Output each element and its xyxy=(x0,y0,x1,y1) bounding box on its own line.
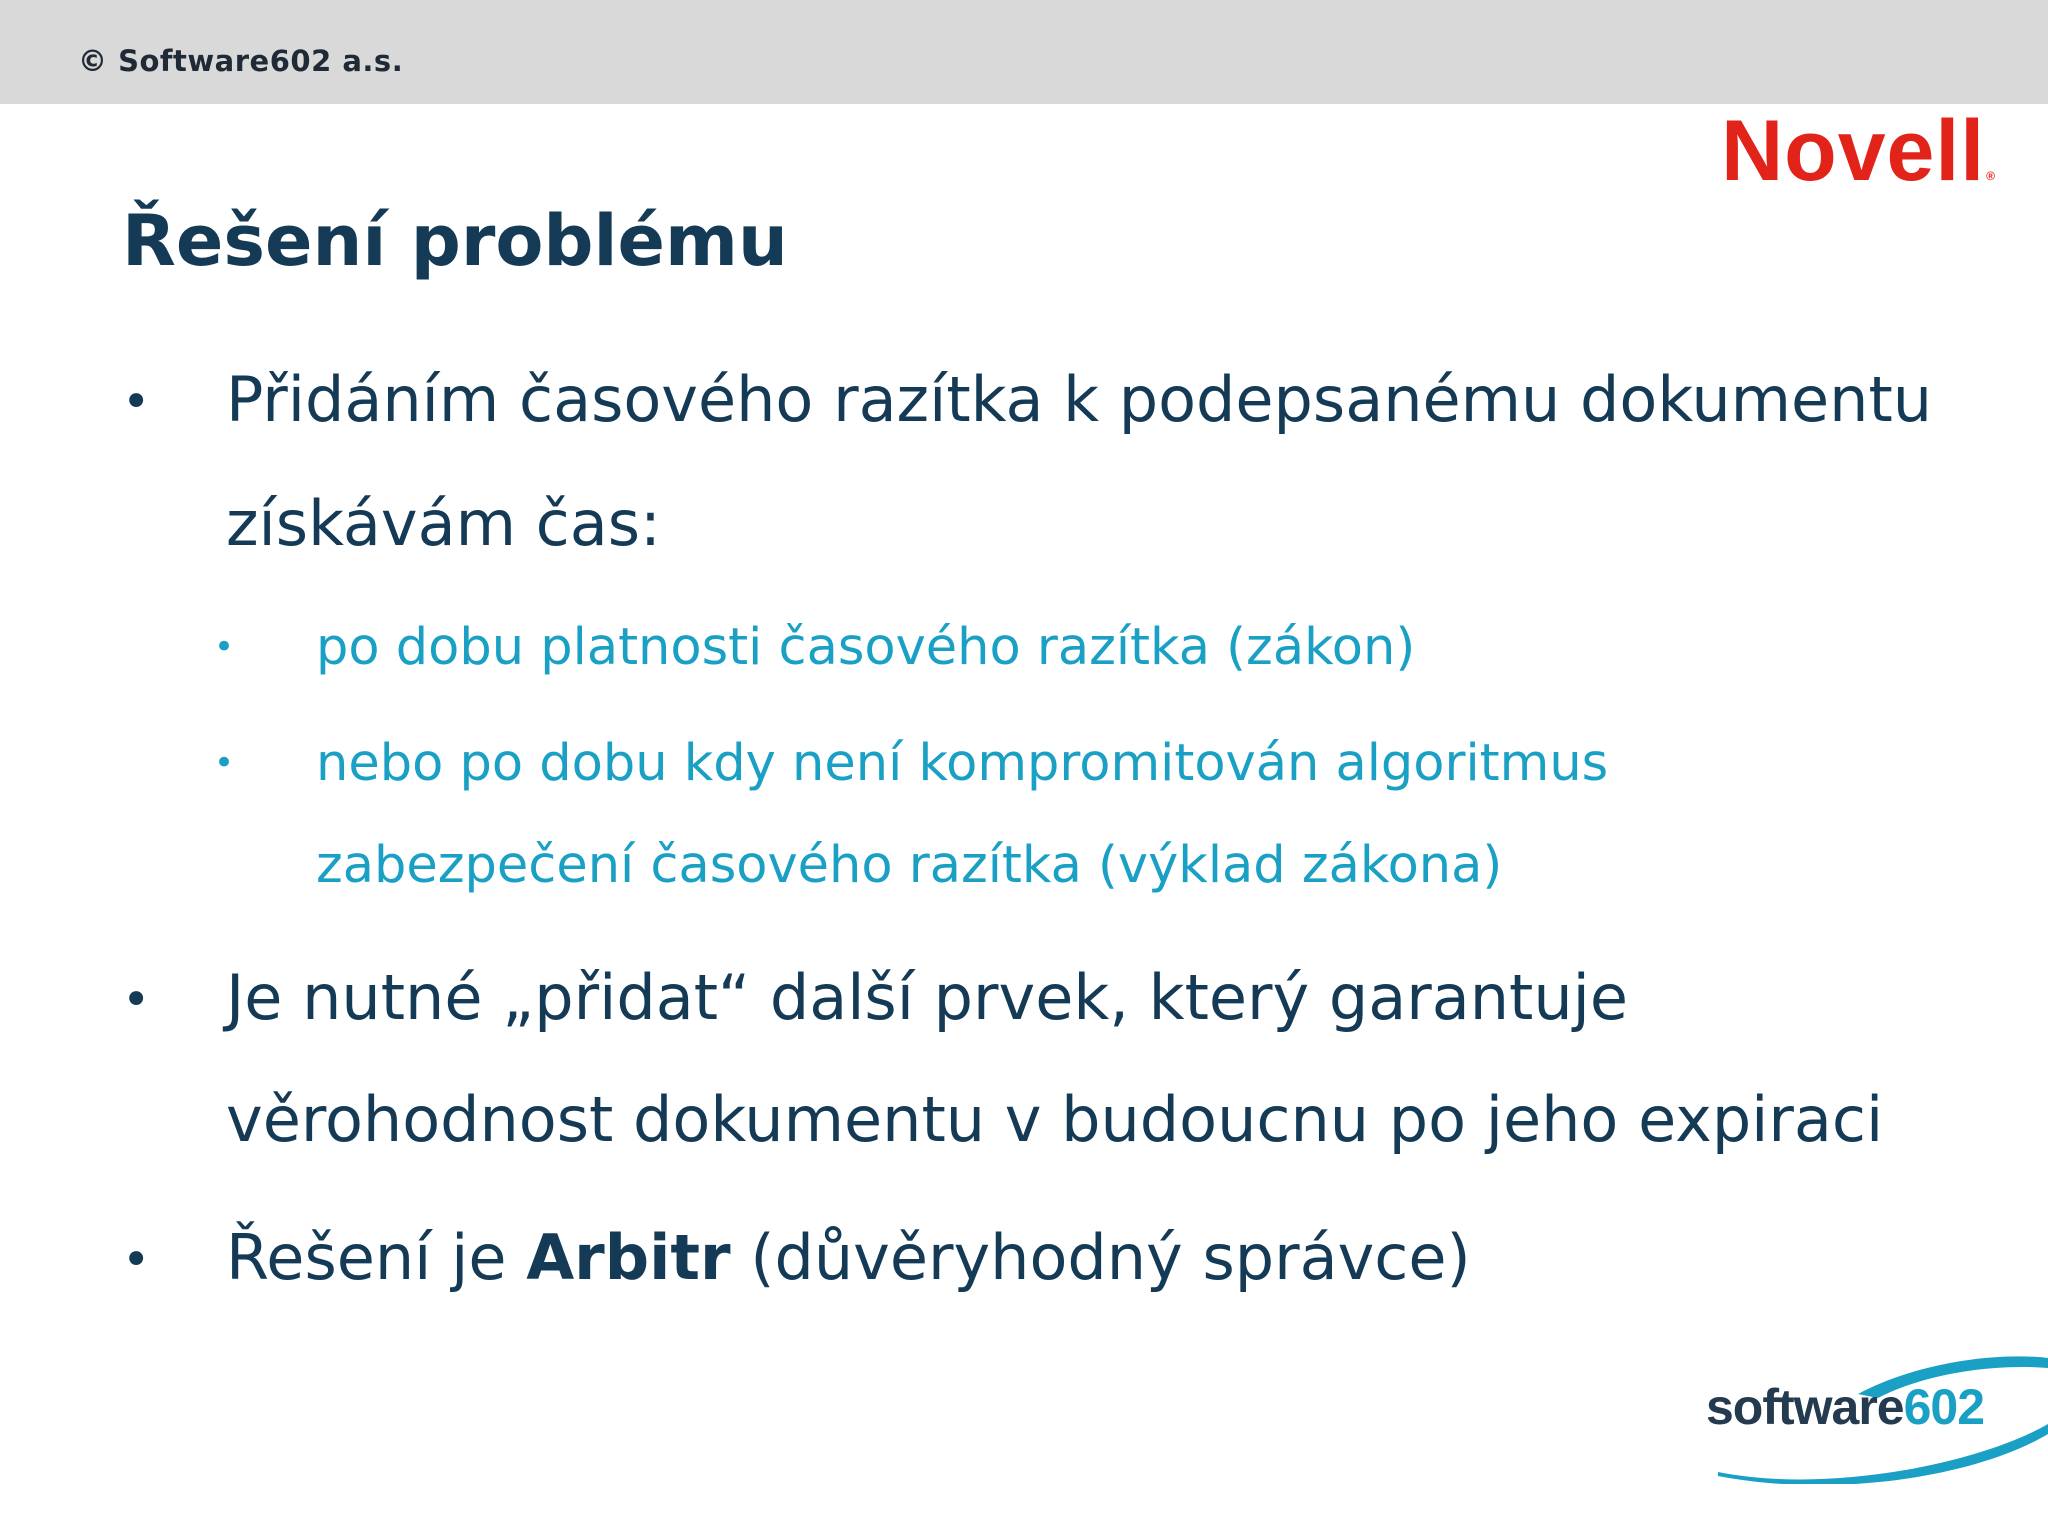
top-banner xyxy=(0,0,2048,104)
slide-title: Řešení problému xyxy=(122,200,788,282)
novell-logo xyxy=(1721,103,1996,199)
novell-registered-mark: ® xyxy=(1986,169,1996,183)
bullet-text-line: získávám čas: xyxy=(226,487,661,560)
bullet-text-line: Přidáním časového razítka k podepsanému dokumentu xyxy=(226,363,1933,436)
bullet-text-bold: Arbitr xyxy=(526,1221,731,1294)
software602-logo xyxy=(1678,1354,2048,1484)
sub-bullet-text-line: nebo po dobu kdy není kompromitován algoritmus xyxy=(316,734,1609,793)
sub-bullet-dot-icon: • xyxy=(214,627,235,667)
bullet-dot-icon: • xyxy=(122,1232,151,1288)
sub-bullet-text-line: zabezpečení časového razítka (výklad zákona) xyxy=(316,836,1503,895)
bullet-dot-icon: • xyxy=(122,972,151,1028)
bullet-text-line xyxy=(226,1196,1471,1320)
bullet-text-line: věrohodnost dokumentu v budoucnu po jeho expiraci xyxy=(226,1083,1884,1156)
software602-number: 602 xyxy=(1903,1379,1985,1435)
bullet-text-suffix: (důvěryhodný správce) xyxy=(730,1221,1471,1294)
copyright-notice: © Software602 a.s. xyxy=(78,44,404,78)
novell-logo-text: Novell xyxy=(1721,103,1986,199)
bullet-text-line: Je nutné „přidat“ další prvek, který garantuje xyxy=(226,961,1629,1034)
software602-logo-text xyxy=(1706,1379,1985,1435)
bullet-dot-icon: • xyxy=(122,374,151,430)
bullet-text-prefix: Řešení je xyxy=(226,1221,527,1294)
sub-bullet-text-line: po dobu platnosti časového razítka (zákon) xyxy=(316,618,1416,677)
software602-word: software xyxy=(1706,1379,1904,1435)
sub-bullet-dot-icon: • xyxy=(214,743,235,783)
